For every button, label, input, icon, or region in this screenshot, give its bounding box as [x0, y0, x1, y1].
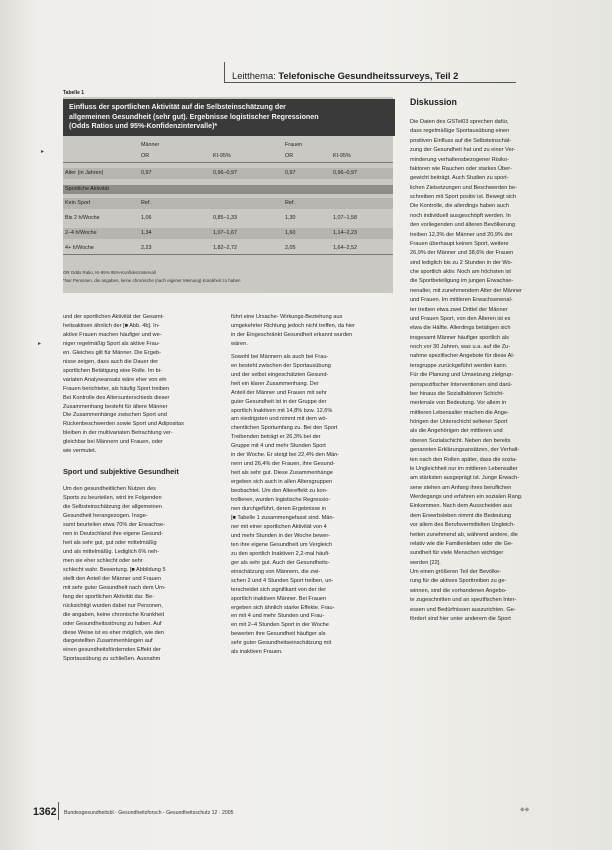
text-line: gleichbar bei Männern und Frauen, oder [63, 439, 163, 446]
text-line: heit als sehr gut, gut oder mittelmäßig [63, 539, 157, 546]
cell-value: 1,60 [285, 230, 296, 236]
text-line: die Selbsteinschätzung der allgemeinen [63, 504, 162, 511]
men-group-header: Männer [141, 142, 160, 148]
text-line: [■ Tabelle 1 zusammengefasst sind. Män- [231, 514, 335, 521]
discussion-heading: Diskussion [410, 97, 457, 107]
text-line: Einkommen. Nach dem Ausscheiden aus [410, 503, 512, 510]
text-line: umgekehrter Richtung jedoch nicht treffen, da hier [231, 322, 355, 329]
text-line: einen gesundheitsfördernden Effekt der [63, 647, 161, 654]
column-header: OR [141, 153, 150, 159]
header-horizontal-rule [224, 82, 516, 83]
text-line: Frauen überhaupt keinen Sport, weitere [410, 240, 509, 247]
text-line: und Frauen Sport, von den Älteren ist es [410, 315, 511, 322]
row-label: Sportliche Aktivität [65, 186, 110, 192]
header-bold-text: Telefonische Gesundheitssurveys, Teil 2 [278, 70, 459, 81]
text-line: oberen Sozialschicht. Neben den bereits [410, 437, 511, 444]
text-line: zung der Gesundheit hat und zu einer Ver- [410, 147, 516, 154]
text-line: gewicht beiträgt. Auch Studien zu sport- [410, 175, 509, 182]
text-line: Sportausübung zu schließen. Ausnahm [63, 656, 161, 663]
cell-value: Ref. [285, 200, 295, 206]
text-line: ten ihre eigene Gesundheit um Vergleich [231, 541, 333, 548]
text-line: schlecht wahr. Bewertung. [■ Abbildung 5 [63, 566, 166, 573]
text-line: am stärksten ausgeprägt ist. Junge Erwach- [410, 475, 520, 482]
text-line: genannten Erklärungsansätzen, der Verhalt- [410, 447, 520, 454]
cell-value: 1,30 [285, 215, 296, 221]
text-line: führt eine Ursache- Wirkungs-Beziehung aus [231, 314, 343, 320]
text-line: in der Eingeschränkt Gesundheit erkannt wurden [231, 331, 353, 338]
row-label: Alter (in Jahren) [65, 170, 104, 176]
text-line: sehr guter Gesundheitseinschätzung mit [231, 640, 332, 647]
text-line: en mit 4 und mehr Stunden und Frau- [231, 613, 325, 620]
text-line: hörigen der Unterschicht seltener Sport [410, 419, 508, 425]
text-line: als die Angehörigen der mittleren und [410, 428, 503, 435]
text-line: nisse zeigen, dass auch die Dauer der [63, 358, 159, 365]
header-vertical-rule [224, 62, 225, 82]
cell-value: 0,96–0,97 [333, 170, 357, 176]
text-line: ger als sehr gut. Auch der Gesundheits- [231, 559, 330, 566]
text-line: Werdegangs und erfahren ein sozialen Rang. [410, 494, 523, 500]
text-line: etwa die Hälfte. Allerdings betätigen sich [410, 325, 511, 332]
text-line: heit als sehr gut. Diese Zusammenhänge [231, 470, 333, 477]
table-row [63, 213, 393, 224]
text-line: vor allem des Berufsvermittelten Ungleich- [410, 522, 516, 529]
running-header [232, 70, 458, 81]
text-line: en besteht zwischen der Sportausübung [231, 362, 331, 369]
text-line: faktoren wie Rauchen oder starkes Über- [410, 165, 512, 172]
text-line: sind lediglich bis zu 2 Stunden in der Wo- [410, 259, 513, 266]
text-line: terscheidet sich signifikant von der der [231, 586, 327, 593]
table-row [63, 185, 393, 194]
text-line: stellt den Anteil der Männer und Frauen [63, 575, 161, 582]
text-line: dass regelmäßige Sportausübung einen [410, 128, 510, 135]
text-line: lichen Zielsetzungen und Beschwerden be- [410, 184, 517, 191]
text-line: nen durchgeführt, deren Ergebnisse in [231, 506, 327, 513]
text-line: sene stehen am Anfang ihres beruflichen [410, 484, 512, 491]
text-line: niger regelmäßig Sport als aktive Frau- [63, 340, 160, 347]
cell-value: 1,07–1,67 [213, 230, 237, 236]
text-line: schreiben mit Sport positiv ist. Bewegt sich [410, 194, 517, 200]
text-line: in der Woche. Er steigt bei 22,4% den Män- [231, 452, 340, 459]
text-line: Um den gesundheitlichen Nutzen des [63, 486, 156, 493]
text-line: relativ wie die Familienleben oder die Ge- [410, 540, 513, 547]
text-line: ber hinaus die Sozialfaktoren Schicht- [410, 390, 504, 397]
text-line: nern und 26,4% der Frauen, ihre Gesund- [231, 461, 335, 468]
cell-value: 0,97 [141, 170, 152, 176]
text-line: nahme spezifischer Angebote für diese Al- [410, 353, 515, 360]
text-line: positiven Einfluss auf die Selbsteinschät- [410, 137, 512, 144]
column-header: KI-95% [213, 153, 231, 159]
table-footnote: *Nur Personen, die angaben, keine chronische (nach eigener Meinung) Krankheit zu haben [63, 278, 241, 283]
column-header: KI-95% [333, 153, 351, 159]
table-row [63, 228, 393, 239]
table-title [63, 99, 395, 136]
cell-value: 1,64–2,52 [333, 245, 357, 251]
text-line: und Frauen. Im mittleren Erwachsenenal- [410, 297, 513, 304]
text-line: ter treiben etwa zwei Drittel der Männer [410, 306, 508, 313]
table-title-line: Einfluss der sportlichen Aktivität auf die Selbsteinschätzung der [69, 103, 286, 111]
text-line: mit sehr guter Gesundheit nach dem Um- [63, 584, 166, 591]
text-line: und der selbst eingeschätzten Gesund- [231, 371, 329, 378]
text-line: penspezifischer Interventionen sind darü- [410, 381, 513, 388]
table-row [63, 243, 393, 255]
cell-value: 0,85–1,33 [213, 215, 237, 221]
text-line: bleiben in der multivariaten Betrachtung ver- [63, 430, 173, 437]
text-line: nen in Deutschland ihre eigene Gesund- [63, 531, 164, 538]
cell-value: 2,05 [285, 245, 296, 251]
text-line: Bei Kontrolle des Altersunterschieds dieser [63, 394, 170, 401]
text-line: werden [22]. [410, 559, 441, 566]
text-line: minderung verhaltensbezogener Risiko- [410, 156, 509, 163]
text-line: die Sportbeteiligung im jungen Erwachse- [410, 278, 514, 285]
text-line: guter Gesundheit ist in der Gruppe der [231, 398, 327, 405]
text-line: Sowohl bei Männern als auch bei Frau- [231, 353, 329, 360]
text-line: rung für die aktives Sporttreiben zu ge- [410, 578, 507, 585]
cell-value: 2,23 [141, 245, 152, 251]
text-line: bewerten ihre Gesundheit häufiger als [231, 631, 326, 638]
text-line: treiben 12,3% der Männer und 20,9% der [410, 231, 513, 238]
text-line: ner mit einer sportlichen Aktivität von 4 [231, 523, 327, 530]
text-line: ergeben sich ähnlich starke Effekte. Frau- [231, 604, 335, 611]
text-line: winnen, sind die vorhandenen Angebo- [410, 587, 507, 594]
text-line: schen 2 und 4 Stunden Sport treiben, un- [231, 577, 334, 584]
text-line: wie vermutet. [63, 448, 97, 455]
text-line: sportlich Inaktiven mit 14,8% bzw. 12,6% [231, 407, 333, 414]
text-line: beobachtet. Um den Altereffekt zu kon- [231, 488, 328, 495]
footer-journal-citation: Bundesgesundheitsbl - Gesundheitsforsch - Gesundheitsschutz 12 · 2005 [64, 810, 234, 816]
text-line: Frauen berichteter, als häufig Sport treiben [63, 385, 170, 392]
text-column-2 [231, 313, 391, 657]
text-line: die angaben, keine chronische Krankheit [63, 611, 165, 618]
text-line: aktive Frauen machen häufiger und we- [63, 331, 162, 338]
text-line: nenalter, mit zunehmendem Alter der Männer [410, 287, 522, 294]
row-label: Bis 2 h/Woche [65, 215, 100, 221]
table-row [63, 198, 393, 209]
text-line: che sportlich aktiv. Noch am höchsten ist [410, 269, 511, 275]
text-line: le Ungleichheit nur im mittleren Lebensalter [410, 465, 518, 472]
text-line: samt beurteilen etwa 70% der Erwachse- [63, 522, 165, 529]
text-line: dem Erwerbsleben nimmt die Bedeutung [410, 512, 512, 519]
text-line: oder Gesundheitsstörung zu haben. Auf [63, 620, 162, 627]
text-line: am niedrigsten und nimmt mit dem wö- [231, 416, 328, 423]
table-column-header-row [63, 151, 393, 163]
cell-value: 1,14–2,23 [333, 230, 357, 236]
text-line: sportlichen Betätigung eine Rolle. Im bi- [63, 367, 162, 374]
text-line: und mehr Stunden in der Woche bewer- [231, 532, 331, 539]
fold-mark-icon: ◆◆ [520, 807, 530, 813]
text-line: 26,9% der Männer und 38,6% der Frauen [410, 250, 514, 257]
column-header: OR [285, 153, 294, 159]
section-heading: Sport und subjektive Gesundheit [63, 467, 179, 477]
text-line: als inaktiven Frauen. [231, 649, 283, 656]
text-line: Anteil der Männer und Frauen mit sehr [231, 389, 327, 396]
header-thin-text: Leitthema: [232, 70, 276, 81]
cell-value: Ref. [141, 200, 151, 206]
text-line: diese Weise ist es eher möglich, wie den [63, 629, 164, 636]
text-line: essen und Bedürfnissen auszurichten. Ge- [410, 606, 516, 613]
text-line: Sports zu beurteilen, wird im Folgenden [63, 495, 162, 502]
text-line: Gruppe mit 4 und mehr Stunden Sport [231, 443, 326, 450]
text-line: Die Zusammenhänge zwischen Sport und [63, 412, 167, 419]
text-line: en. Gleiches gilt für Männer. Die Ergeb- [63, 349, 161, 356]
table-title-line: allgemeinen Gesundheit (sehr gut). Ergebnisse logistischer Regressionen [69, 112, 319, 121]
cell-value: 1,34 [141, 230, 152, 236]
table-title-line: (Odds Ratios und 95%-Konfidenzintervalle)* [69, 122, 218, 131]
text-line: wären. [231, 340, 248, 347]
footer-vertical-rule [58, 802, 59, 820]
margin-tick-icon: ▸ [38, 341, 42, 347]
margin-tick-icon: ▸ [41, 149, 45, 155]
text-line: den vorliegenden und älteren Bevölkerung [410, 222, 516, 229]
text-line: noch vor 30 Jahren, was u.a. auf die Zu- [410, 344, 511, 350]
text-line: sportlich inaktiven Männer. Bei Frauen [231, 595, 327, 602]
text-line: Um einen größeren Teil der Bevölke- [410, 569, 501, 575]
text-line: sundheit für viele Menschen wichtiger [410, 550, 504, 557]
text-line: Zusammenhang besteht für ältere Männer [63, 403, 168, 410]
text-line: Die Daten des GSTel03 sprechen dafür, [410, 119, 509, 125]
text-line: Gesundheit herangezogen. Insge- [63, 513, 148, 520]
table-row [63, 168, 393, 179]
text-line: fördert sind hier unter anderem die Sport [410, 615, 511, 622]
text-line: heit ein klarer Zusammenhang. Der [231, 380, 319, 387]
text-line: einschätzung von Männern, die zwi- [231, 568, 321, 575]
table-group-header-row [63, 140, 393, 151]
page-number: 1362 [33, 806, 57, 818]
cell-value: 1,07–1,58 [333, 215, 357, 221]
text-line: zu den sportlich Inaktiven 2,2-mal häufi- [231, 550, 330, 557]
table-label: Tabelle 1 [63, 90, 85, 96]
text-line: tersgruppe zurückgeführt werden kann. [410, 362, 508, 369]
text-line: rücksichtigt wurden dabei nur Personen, [63, 602, 163, 609]
text-line: trollieren, wurden logistische Regressio- [231, 497, 331, 504]
row-label: 4+ h/Woche [65, 245, 94, 251]
text-line: insgesamt Männer häufiger sportlich als [410, 334, 509, 341]
text-line: variaten Analyseansatz wäre eher von ein [63, 376, 167, 383]
cell-value: 1,82–2,72 [213, 245, 237, 251]
text-line: men sie eher schlecht oder sehr [63, 557, 143, 564]
text-line: Für die Planung und Umsetzung zielgrup- [410, 372, 514, 379]
text-line: mittleren Lebensalter machen die Ange- [410, 409, 509, 416]
text-line: heiten zunehmend ab, während andere, die [410, 531, 518, 538]
text-column-3 [410, 118, 560, 624]
text-line: Rückenbeschwerden sowie Sport und Adipositas [63, 421, 184, 428]
text-line: ten nach den Rollen später, dass die sozia- [410, 456, 517, 463]
text-line: te zugeschnitten und an spezifischen Inter- [410, 597, 517, 604]
text-line: dargestellten Zusammenhängen auf [63, 638, 153, 645]
text-line: ergeben sich auch in allen Altersgruppen [231, 479, 333, 486]
text-line: noch individuell ausgeschöpft werden. In [410, 212, 511, 219]
cell-value: 0,96–0,97 [213, 170, 237, 176]
text-line: fang der sportlichen Aktivität dar. Be- [63, 593, 155, 600]
text-line: merkmale von Bedeutung. Vor allem in [410, 400, 507, 407]
text-line: und als mittelmäßig. Lediglich 6% neh- [63, 548, 160, 555]
women-group-header: Frauen [285, 142, 303, 148]
text-line: Die Kontrolle, die allerdings haben auch [410, 203, 509, 210]
text-line: Treibenden beträgt er 26,3% bei der [231, 434, 321, 441]
row-label: 2–4 h/Woche [65, 230, 97, 236]
cell-value: 1,06 [141, 215, 152, 221]
text-line: und der sportlichen Aktivität der Gesamt- [63, 314, 165, 320]
text-line: en mit 2–4 Stunden Sport in der Woche [231, 622, 329, 629]
text-line: heitsaktiven ähnlich der [■ Abb. 4b]. In- [63, 322, 160, 329]
text-column-1 [63, 313, 223, 664]
cell-value: 0,97 [285, 170, 296, 176]
text-line: chentlichen Sportumfang zu. Bei den Sport [231, 425, 338, 432]
table-footnote: OR Odds Ratio, KI-95% 95%-Konfidenzintervall [63, 270, 156, 275]
row-label: Kein Sport [65, 200, 91, 206]
